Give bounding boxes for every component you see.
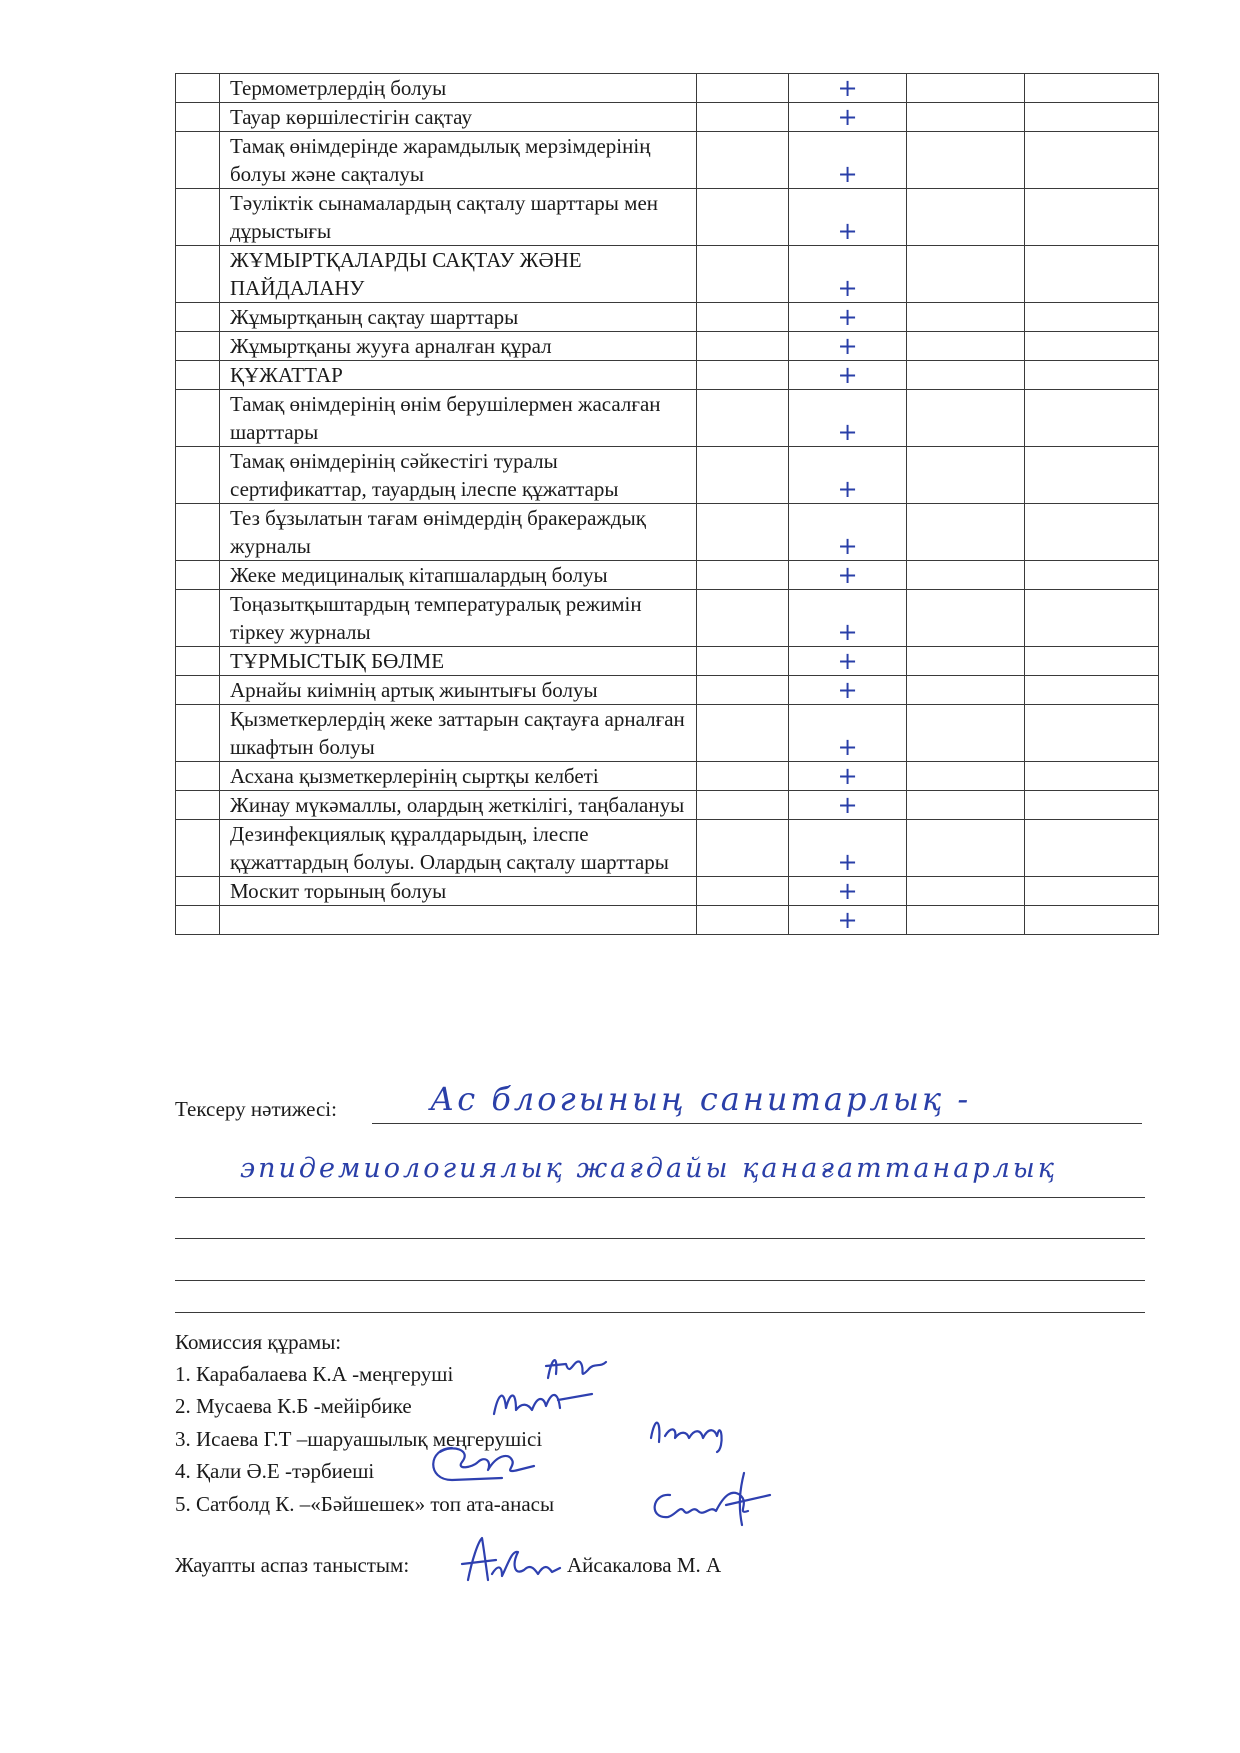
blank-cell <box>1025 791 1159 820</box>
blank-cell <box>907 189 1025 246</box>
row-number-cell <box>176 762 220 791</box>
row-number-cell <box>176 189 220 246</box>
result-rule-4 <box>175 1280 1145 1281</box>
mark-cell: + <box>789 246 907 303</box>
checklist-row <box>176 303 1159 332</box>
mark-cell: + <box>789 504 907 561</box>
criterion-cell: Жұмыртқаны жууға арналған құрал <box>220 332 697 361</box>
row-number-cell <box>176 332 220 361</box>
blank-cell <box>697 906 789 935</box>
result-handwritten-line-2: эпидемиологиялық жағдайы қанағаттанарлық <box>240 1153 1058 1184</box>
blank-cell <box>1025 906 1159 935</box>
blank-cell <box>697 647 789 676</box>
row-number-cell <box>176 561 220 590</box>
blank-cell <box>1025 877 1159 906</box>
blank-cell <box>907 676 1025 705</box>
criterion-cell: Қызметкерлердің жеке заттарын сақтауға арналған шкафтын болуы <box>220 705 697 762</box>
blank-cell <box>697 561 789 590</box>
blank-cell <box>907 390 1025 447</box>
checklist-row <box>176 103 1159 132</box>
blank-cell <box>907 74 1025 103</box>
checklist-row <box>176 74 1159 103</box>
blank-cell <box>907 647 1025 676</box>
blank-cell <box>1025 504 1159 561</box>
blank-cell <box>697 132 789 189</box>
mark-cell: + <box>789 447 907 504</box>
blank-cell <box>907 590 1025 647</box>
responsible-label: Жауапты аспаз таныстым: <box>175 1553 410 1577</box>
result-handwritten-line-1: Ас блогының санитарлық - <box>430 1080 972 1118</box>
blank-cell <box>907 877 1025 906</box>
blank-cell <box>1025 74 1159 103</box>
checklist-body <box>176 74 1159 935</box>
criterion-cell: Тәуліктік сынамалардың сақталу шарттары мен дұрыстығы <box>220 189 697 246</box>
criterion-cell: Москит торының болуы <box>220 877 697 906</box>
blank-cell <box>907 791 1025 820</box>
row-number-cell <box>176 877 220 906</box>
blank-cell <box>1025 132 1159 189</box>
criterion-cell: Тауар көршілестігін сақтау <box>220 103 697 132</box>
blank-cell <box>1025 705 1159 762</box>
result-rule-2 <box>175 1197 1145 1198</box>
criterion-cell: Тамақ өнімдерінің сәйкестігі туралы сертификаттар, тауардың ілеспе құжаттары <box>220 447 697 504</box>
row-number-cell <box>176 390 220 447</box>
blank-cell <box>697 676 789 705</box>
blank-cell <box>1025 820 1159 877</box>
blank-cell <box>1025 189 1159 246</box>
criterion-cell: Тамақ өнімдерінде жарамдылық мерзімдерінің болуы және сақталуы <box>220 132 697 189</box>
checklist-table <box>175 73 1159 935</box>
criterion-cell: Арнайы киімнің артық жиынтығы болуы <box>220 676 697 705</box>
blank-cell <box>907 332 1025 361</box>
mark-cell: + <box>789 820 907 877</box>
blank-cell <box>1025 762 1159 791</box>
responsible-name: Айсакалова М. А <box>567 1553 722 1577</box>
checklist-row <box>176 791 1159 820</box>
signature-2 <box>488 1380 598 1422</box>
blank-cell <box>697 791 789 820</box>
blank-cell <box>220 906 697 935</box>
blank-cell <box>907 762 1025 791</box>
row-number-cell <box>176 504 220 561</box>
blank-cell <box>907 132 1025 189</box>
blank-cell <box>1025 361 1159 390</box>
blank-cell <box>907 246 1025 303</box>
commission-member: 3. Исаева Г.Т –шаруашылық меңгерушісі <box>175 1427 543 1451</box>
blank-cell <box>907 705 1025 762</box>
blank-cell <box>697 246 789 303</box>
blank-cell <box>907 820 1025 877</box>
checklist-row <box>176 647 1159 676</box>
row-number-cell <box>176 447 220 504</box>
criterion-cell: ТҰРМЫСТЫҚ БӨЛМЕ <box>220 647 697 676</box>
criterion-cell: Термометрлердің болуы <box>220 74 697 103</box>
mark-cell: + <box>789 906 907 935</box>
mark-cell: + <box>789 103 907 132</box>
checklist-row-empty <box>176 906 1159 935</box>
blank-cell <box>907 504 1025 561</box>
blank-cell <box>1025 332 1159 361</box>
blank-cell <box>697 303 789 332</box>
blank-cell <box>907 561 1025 590</box>
mark-cell: + <box>789 705 907 762</box>
row-number-cell <box>176 647 220 676</box>
blank-cell <box>697 504 789 561</box>
mark-cell: + <box>789 332 907 361</box>
criterion-cell: ҚҰЖАТТАР <box>220 361 697 390</box>
criterion-cell: ЖҰМЫРТҚАЛАРДЫ САҚТАУ ЖӘНЕ ПАЙДАЛАНУ <box>220 246 697 303</box>
criterion-cell: Дезинфекциялық құралдарыдың, ілеспе құжаттардың болуы. Олардың сақталу шарттары <box>220 820 697 877</box>
mark-cell: + <box>789 877 907 906</box>
criterion-cell: Жеке медициналық кітапшалардың болуы <box>220 561 697 590</box>
row-number-cell <box>176 132 220 189</box>
blank-cell <box>1025 676 1159 705</box>
mark-cell: + <box>789 590 907 647</box>
blank-cell <box>697 332 789 361</box>
blank-cell <box>697 820 789 877</box>
row-number-cell <box>176 74 220 103</box>
blank-cell <box>1025 103 1159 132</box>
checklist-row <box>176 762 1159 791</box>
blank-cell <box>697 877 789 906</box>
blank-cell <box>697 361 789 390</box>
mark-cell: + <box>789 74 907 103</box>
blank-cell <box>697 447 789 504</box>
checklist-row <box>176 504 1159 561</box>
row-number-cell <box>176 246 220 303</box>
checklist-row <box>176 705 1159 762</box>
checklist-row <box>176 390 1159 447</box>
checklist-row <box>176 676 1159 705</box>
mark-cell: + <box>789 189 907 246</box>
checklist-row <box>176 877 1159 906</box>
row-number-cell <box>176 361 220 390</box>
blank-cell <box>176 906 220 935</box>
checklist-row <box>176 246 1159 303</box>
blank-cell <box>907 361 1025 390</box>
mark-cell: + <box>789 647 907 676</box>
checklist-row <box>176 561 1159 590</box>
mark-cell: + <box>789 361 907 390</box>
commission-member: 4. Қали Ә.Е -тәрбиеші <box>175 1459 375 1483</box>
row-number-cell <box>176 705 220 762</box>
blank-cell <box>697 590 789 647</box>
criterion-cell: Тез бұзылатын тағам өнімдердің бракераждық журналы <box>220 504 697 561</box>
commission-member: 5. Сатболд К. –«Бәйшешек» топ ата-анасы <box>175 1492 555 1516</box>
signature-3 <box>645 1408 735 1454</box>
signature-4 <box>422 1440 542 1486</box>
blank-cell <box>697 74 789 103</box>
result-label: Тексеру нәтижесі: <box>175 1097 337 1121</box>
signature-5 <box>640 1465 780 1531</box>
result-rule-1 <box>372 1123 1142 1124</box>
blank-cell <box>697 390 789 447</box>
mark-cell: + <box>789 791 907 820</box>
mark-cell: + <box>789 303 907 332</box>
blank-cell <box>1025 303 1159 332</box>
blank-cell <box>907 906 1025 935</box>
result-rule-3 <box>175 1238 1145 1239</box>
checklist-row <box>176 361 1159 390</box>
criterion-cell: Асхана қызметкерлерінің сыртқы келбеті <box>220 762 697 791</box>
blank-cell <box>1025 590 1159 647</box>
checklist-row <box>176 132 1159 189</box>
blank-cell <box>697 705 789 762</box>
blank-cell <box>697 103 789 132</box>
mark-cell: + <box>789 132 907 189</box>
commission-member: 2. Мусаева К.Б -мейірбике <box>175 1394 412 1418</box>
criterion-cell: Тамақ өнімдерінің өнім берушілермен жасалған шарттары <box>220 390 697 447</box>
criterion-cell: Жинау мүкәмаллы, олардың жеткілігі, таңбалануы <box>220 791 697 820</box>
row-number-cell <box>176 103 220 132</box>
blank-cell <box>1025 447 1159 504</box>
mark-cell: + <box>789 561 907 590</box>
blank-cell <box>907 447 1025 504</box>
result-rule-5 <box>175 1312 1145 1313</box>
blank-cell <box>1025 390 1159 447</box>
blank-cell <box>697 189 789 246</box>
criterion-cell: Жұмыртқаның сақтау шарттары <box>220 303 697 332</box>
row-number-cell <box>176 791 220 820</box>
checklist-row <box>176 189 1159 246</box>
criterion-cell: Тоңазытқыштардың температуралық режимін тіркеу журналы <box>220 590 697 647</box>
row-number-cell <box>176 303 220 332</box>
blank-cell <box>1025 246 1159 303</box>
checklist-row <box>176 820 1159 877</box>
row-number-cell <box>176 590 220 647</box>
checklist-row <box>176 447 1159 504</box>
row-number-cell <box>176 820 220 877</box>
blank-cell <box>1025 561 1159 590</box>
commission-member: 1. Карабалаева К.А -меңгеруші <box>175 1362 454 1386</box>
mark-cell: + <box>789 676 907 705</box>
responsible-signature <box>452 1530 564 1588</box>
checklist-row <box>176 590 1159 647</box>
commission-heading: Комиссия құрамы: <box>175 1330 342 1354</box>
blank-cell <box>907 103 1025 132</box>
mark-cell: + <box>789 762 907 791</box>
blank-cell <box>907 303 1025 332</box>
checklist-row <box>176 332 1159 361</box>
blank-cell <box>1025 647 1159 676</box>
mark-cell: + <box>789 390 907 447</box>
row-number-cell <box>176 676 220 705</box>
blank-cell <box>697 762 789 791</box>
